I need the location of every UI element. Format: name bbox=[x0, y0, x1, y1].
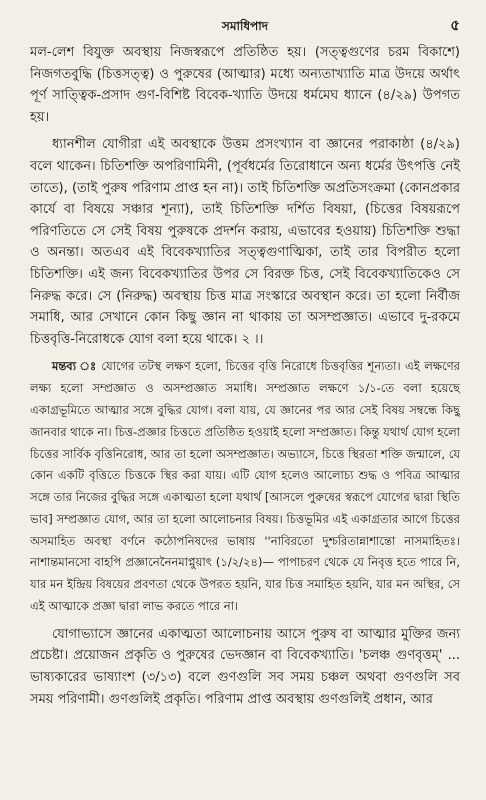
commentary-paragraph bbox=[30, 356, 460, 618]
paragraph-1: মল-লেশ বিযুক্ত অবস্থায় নিজস্বরূপে প্রতিষ্ঠিত হয়। (সত্ত্বগুণের চরম বিকাশে) নিজগতবুদ্ধি (চিত্তসত্ত্ব) ও পুরুষের (আত্মার) মধ্যে অন্যতাখ্যাতি মাত্র উদয়ে অর্থাৎ পূর্ণ সাত্ত্বিক-প্রসাদ গুণ-বিশিষ্ট বিবেক-খ্যাতি উদয়ে ধর্মমেঘ ধ্যানে (৪/২৯) উপগত হয়। bbox=[30, 45, 460, 125]
page-header bbox=[30, 0, 460, 42]
closing-paragraph: যোগাভ্যাসে জ্ঞানের একাত্মতা আলোচনায় আসে পুরুষ বা আত্মার মুক্তির জন্য প্রচেষ্টা। প্রয়োজন প্রকৃতি ও পুরুষের ভেদজ্ঞান বা বিবেকখ্যাতি। 'চলঞ্চ গুণবৃত্তম্' ... ভাষ্যকারের ভাষ্যাংশ (৩/১৩) বলে গুণগুলি সব সময় চঞ্চল অথবা গুণগুলি সব সময় পরিণামী। গুণগুলিই প্রকৃতি। পরিণাম প্রাপ্ত অবস্থায় গুণগুলিই প্রধান, আর bbox=[30, 626, 460, 707]
commentary-text: যোগের তটস্থ লক্ষণ হলো, চিত্তের বৃত্তি নিরোধে চিত্তবৃত্তির শূন্যতা। এই লক্ষণের লক্ষ্য হলো সম্প্রজ্ঞাত ও অসম্প্রজ্ঞাত সমাধি। সম্প্রজ্ঞাত লক্ষণে ১/১-তে বলা হয়েছে একাগ্রভূমিতে আত্মার সঙ্গে বুদ্ধির যোগ। বলা যায়, যে জ্ঞানের পর আর সেই বিষয় সম্বন্ধে কিছু জানবার থাকে না। চিত্ত-প্রজ্ঞার চিত্ততে প্রতিষ্ঠিত হওয়াই হলো সম্প্রজ্ঞাত। কিন্তু যথার্থ যোগ হলো চিত্তের সার্বিক বৃত্তিনিরোধ, আর তা হলো অসম্প্রজ্ঞাত। অভ্যাসে, চিত্তে স্থিরতা শক্তি জন্মালে, যে কোন একটি বৃত্তিতে চিত্তকে স্থির করা যায়। এটি যোগ হলেও আলোচ্য শুদ্ধ ও পবিত্র আত্মার সঙ্গে তার নিজের বুদ্ধির সঙ্গে একাত্মতা হলো যথার্থ [আসলে পুরুষের স্বরূপে যোগের দ্বারা স্থিতি ভাব] সম্প্রজ্ঞাত যোগ, আর তা হলো আলোচনার বিষয়। চিত্তভূমির এই একাগ্রতার আগে চিত্তের অসমাহিত অবস্থা বর্ণনে কঠোপনিষদের ভাষায় ''নাবিরতো দুশ্চরিতান্নাশান্তো নাসমাহিতঃ। নাশান্তমানসো বাহপি প্রজ্ঞানেনৈনমাপ্নুয়াৎ (১/২/২৪)— পাপাচরণ থেকে যে নিবৃত্ত হতে পারে নি, যার মন ইন্দ্রিয় বিষয়ের প্রবণতা থেকে উপরত হয়নি, যার চিত্ত সমাহিত হয়নি, যার মন অস্থির, সে এই আত্মাকে প্রজ্ঞা দ্বারা লাভ করতে পারে না। bbox=[30, 359, 460, 614]
paragraph-2: ধ্যানশীল যোগীরা এই অবস্থাকে উত্তম প্রসংখ্যান বা জ্ঞানের পরাকাষ্ঠা (৪/২৯) বলে থাকেন। চিতিশক্তি অপরিণামিনী, (পূর্বধর্মের তিরোধানে অন্য ধর্মের উৎপত্তি নেই তাতে), (তাই পুরুষ পরিণাম প্রাপ্ত হন না)। তাই চিতিশক্তি অপ্রতিসংক্রমা (কোনপ্রকার কার্যে বা বিষয়ে সঞ্চার শূন্যা), তাই চিতিশক্তি দর্শিত বিষয়া, (চিত্তের বিষয়রূপে পরিণতিতে সে সেই বিষয় পুরুষকে প্রদর্শন করায়, এভাবের হওয়ায়) চিতিশক্তি শুদ্ধা ও অনন্তা। অতএব এই বিবেকখ্যাতির সত্ত্বগুণাত্মিকা, তাই তার বিপরীত হলো চিতিশক্তি। এই জন্য বিবেকখ্যাতির উপর সে বিরক্ত চিত্ত, সেই বিবেকখ্যাতিকেও সে নিরুদ্ধ করে। সে (নিরুদ্ধ) অবস্থায় চিত্ত মাত্র সংস্কারে অবস্থান করে। তা হলো নির্বীজ সমাধি, আর সেখানে কোন কিছু জ্ঞান না থাকায় তা অসম্প্রজ্ঞাত। এভাবে দু-রকমে চিত্তবৃত্তি-নিরোধকে যোগ বলা হয়ে থাকে। ২ ।। bbox=[30, 137, 460, 347]
page-number: ৫ bbox=[450, 16, 460, 34]
running-title: সমাধিপাদ bbox=[221, 19, 269, 33]
commentary-label: মন্তব্য ঃ bbox=[52, 359, 97, 374]
